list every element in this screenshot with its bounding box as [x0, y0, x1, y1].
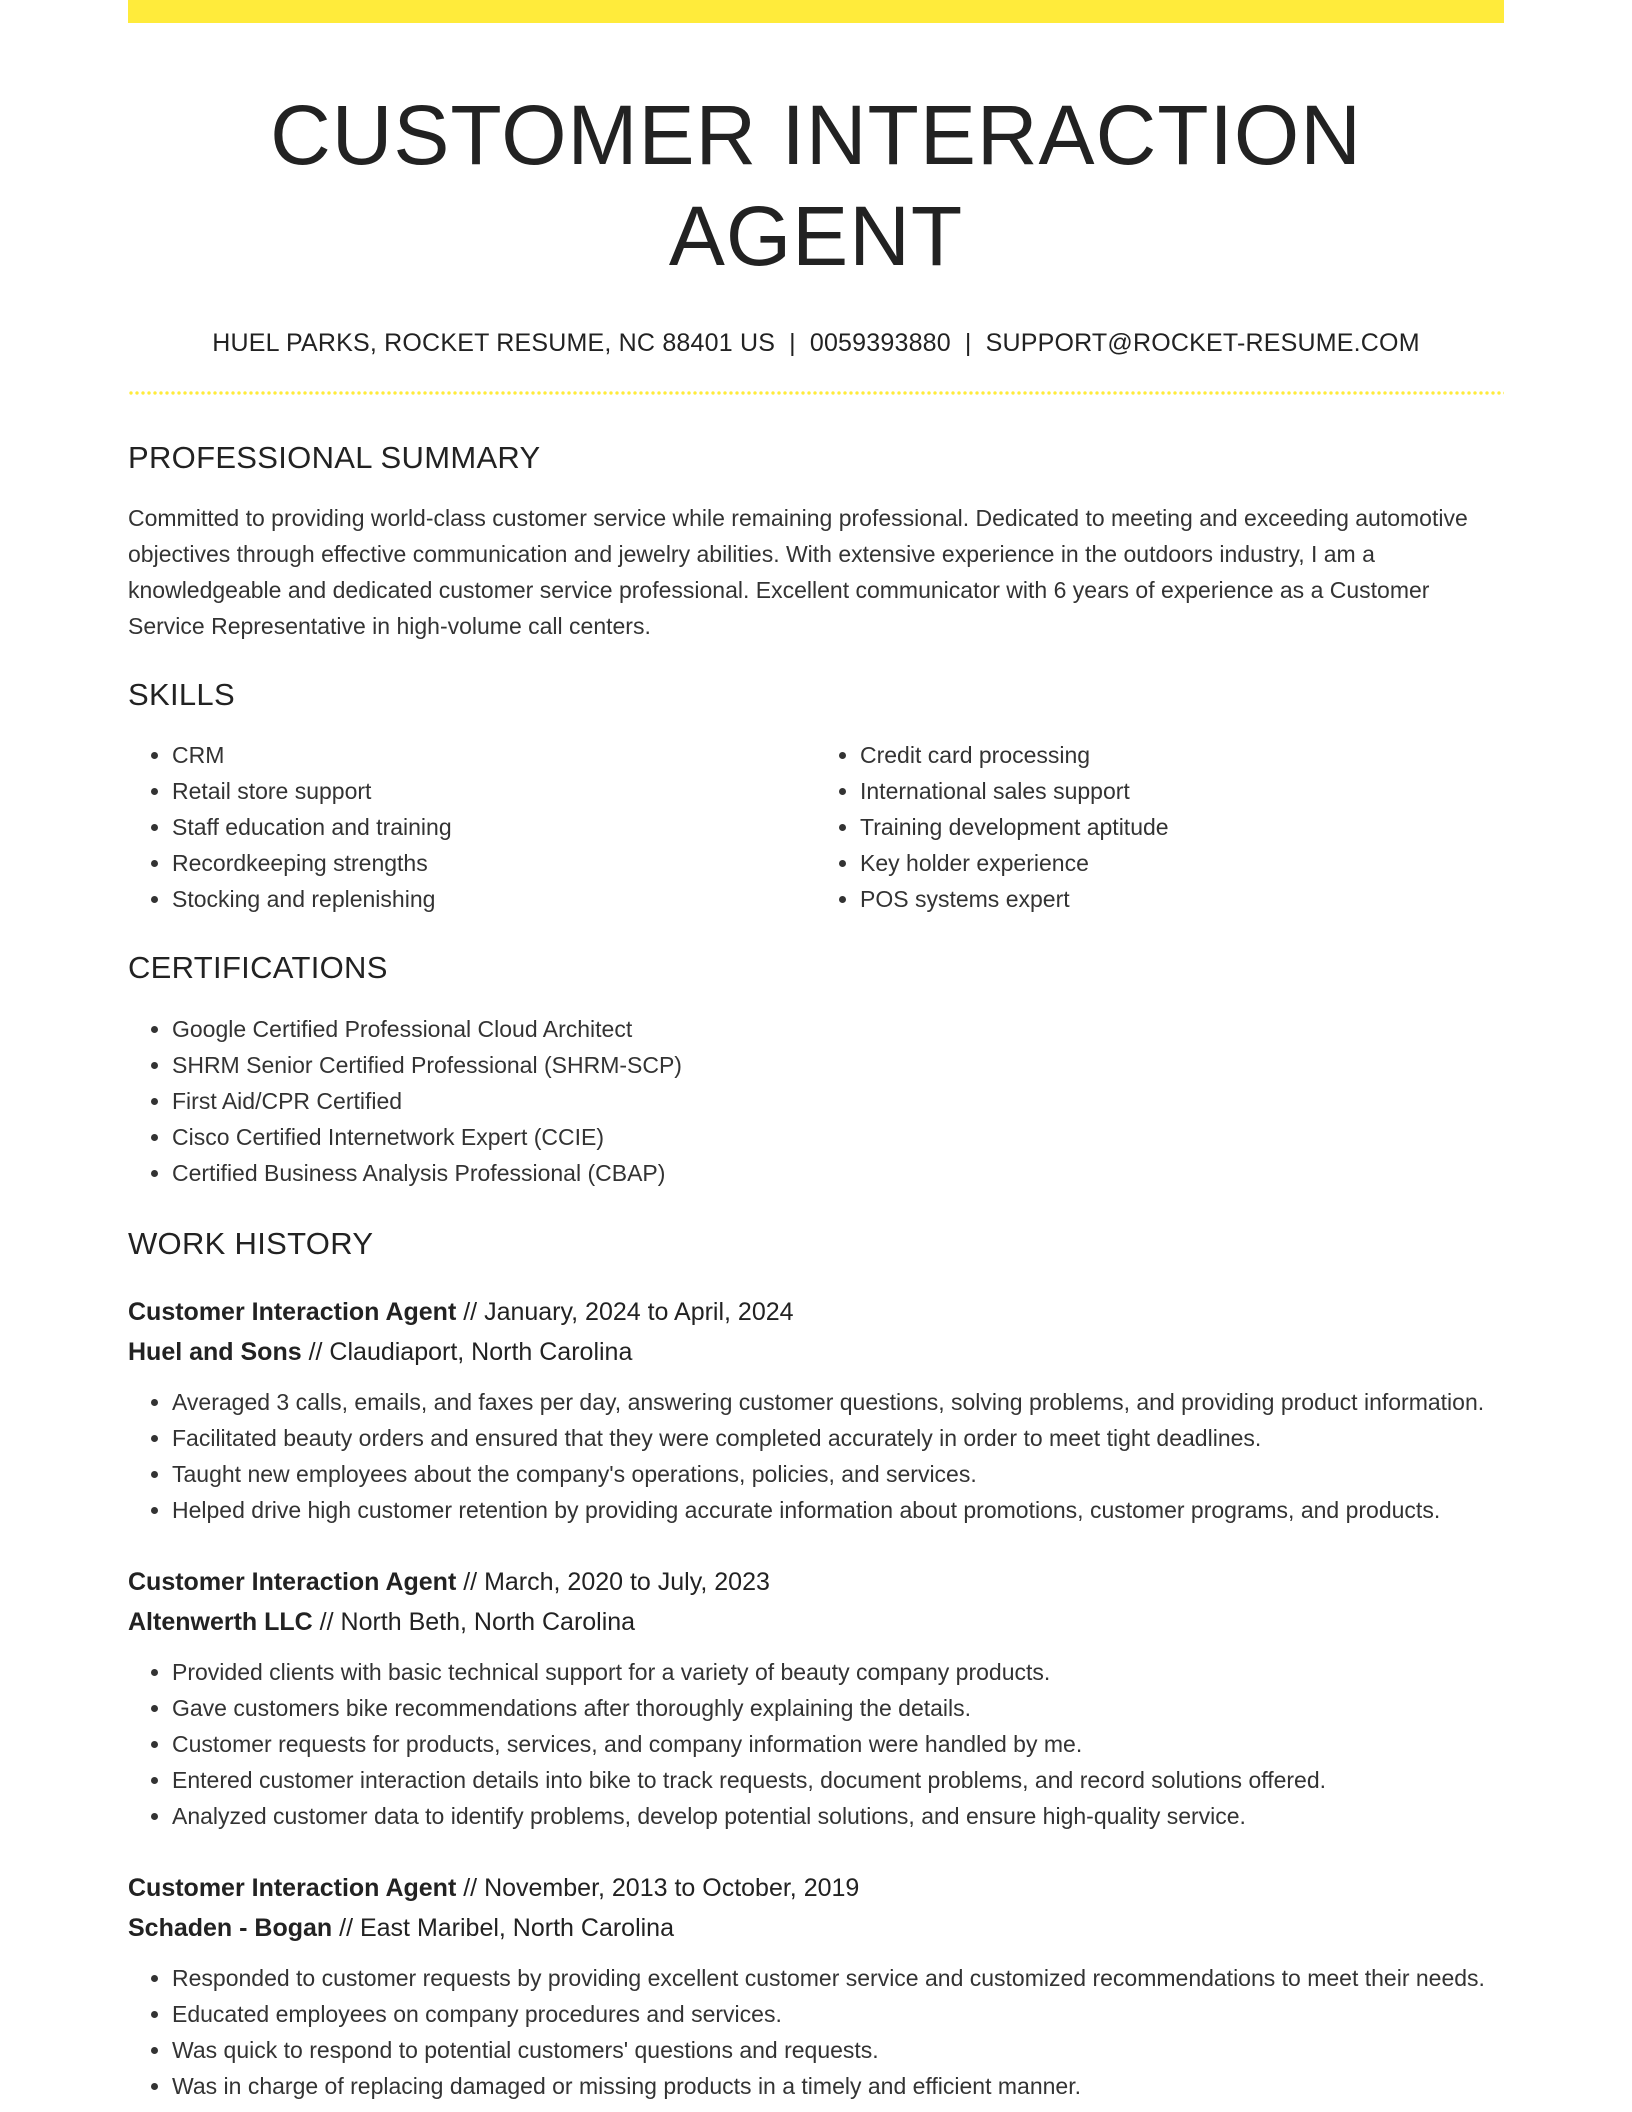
skills-right-list — [816, 737, 1504, 917]
job-company: Huel and Sons — [128, 1337, 302, 1366]
skill-item: • Training development aptitude — [860, 809, 1504, 845]
certifications-heading: CERTIFICATIONS — [128, 950, 388, 986]
job-bullet: • Gave customers bike recommendations after thoroughly explaining the details. — [172, 1690, 1504, 1726]
job-dates: // November, 2013 to October, 2019 — [463, 1873, 860, 1902]
skill-item: • CRM — [172, 737, 816, 773]
certifications-list — [128, 1011, 1504, 1191]
job-entry — [128, 1868, 1504, 2104]
certification-item: • First Aid/CPR Certified — [172, 1083, 1504, 1119]
skill-item: • Recordkeeping strengths — [172, 845, 816, 881]
job-bullet: • Taught new employees about the company's operations, policies, and services. — [172, 1456, 1504, 1492]
skill-item: • Credit card processing — [860, 737, 1504, 773]
job-entry — [128, 1562, 1504, 1834]
job-bullet: • Customer requests for products, services, and company information were handled by me. — [172, 1726, 1504, 1762]
skill-item: • International sales support — [860, 773, 1504, 809]
job-location: // East Maribel, North Carolina — [339, 1913, 674, 1942]
job-company-line — [128, 1602, 1504, 1642]
job-company: Schaden - Bogan — [128, 1913, 333, 1942]
job-bullet: • Provided clients with basic technical support for a variety of beauty company products. — [172, 1654, 1504, 1690]
job-company: Altenwerth LLC — [128, 1607, 313, 1636]
resume-content — [128, 23, 1504, 2104]
job-title-line — [128, 1562, 1504, 1602]
dotted-divider — [128, 391, 1504, 395]
job-bullet: • Analyzed customer data to identify problems, develop potential solutions, and ensure high-quality service. — [172, 1798, 1504, 1834]
contact-line — [128, 327, 1504, 360]
skills-left-list — [128, 737, 816, 917]
contact-separator: | — [789, 328, 796, 357]
skills-heading: SKILLS — [128, 677, 235, 713]
work-history-heading: WORK HISTORY — [128, 1225, 374, 1261]
skill-item: • Staff education and training — [172, 809, 816, 845]
job-location: // Claudiaport, North Carolina — [308, 1337, 633, 1366]
resume-title: CUSTOMER INTERACTION AGENT — [270, 88, 1362, 283]
job-bullets — [128, 1960, 1504, 2104]
job-location: // North Beth, North Carolina — [319, 1607, 636, 1636]
summary-heading: PROFESSIONAL SUMMARY — [128, 440, 541, 476]
job-bullet: • Was quick to respond to potential customers' questions and requests. — [172, 2032, 1504, 2068]
skill-item: • Key holder experience — [860, 845, 1504, 881]
job-bullets — [128, 1384, 1504, 1528]
summary-text: Committed to providing world-class customer service while remaining professional. Dedicated to meeting and exceeding automotive objectives through effective communication and jewelry abilities. With extensive experience in the outdoors industry, I am a knowledgeable and dedicated customer service professional. Excellent communicator with 6 years of experience as a Customer Service Representative in high-volume call centers. — [128, 505, 1468, 640]
certification-item: • Google Certified Professional Cloud Architect — [172, 1011, 1504, 1047]
job-company-line — [128, 1908, 1504, 1948]
job-entry — [128, 1292, 1504, 1528]
certification-item: • SHRM Senior Certified Professional (SHRM-SCP) — [172, 1047, 1504, 1083]
contact-separator: | — [964, 328, 972, 357]
job-bullet: • Helped drive high customer retention by providing accurate information about promotions, customer programs, and products. — [172, 1492, 1504, 1528]
job-title-line — [128, 1292, 1504, 1332]
job-bullet: • Was in charge of replacing damaged or missing products in a timely and efficient manner. — [172, 2068, 1504, 2104]
job-title: Customer Interaction Agent — [128, 1297, 457, 1326]
skill-item: • Stocking and replenishing — [172, 881, 816, 917]
job-title-line — [128, 1868, 1504, 1908]
job-bullet: • Responded to customer requests by providing excellent customer service and customized recommendations to meet their needs. — [172, 1960, 1504, 1996]
contact-email: SUPPORT@ROCKET-RESUME.COM — [985, 328, 1420, 357]
job-bullet: • Educated employees on company procedures and services. — [172, 1996, 1504, 2032]
job-bullets — [128, 1654, 1504, 1834]
certification-item: • Certified Business Analysis Professional (CBAP) — [172, 1155, 1504, 1191]
job-dates: // January, 2024 to April, 2024 — [463, 1297, 794, 1326]
job-company-line — [128, 1332, 1504, 1372]
accent-top-bar — [128, 0, 1504, 23]
job-dates: // March, 2020 to July, 2023 — [463, 1567, 770, 1596]
certification-item: • Cisco Certified Internetwork Expert (CCIE) — [172, 1119, 1504, 1155]
job-bullet: • Facilitated beauty orders and ensured that they were completed accurately in order to meet tight deadlines. — [172, 1420, 1504, 1456]
job-title: Customer Interaction Agent — [128, 1873, 457, 1902]
job-bullet: • Entered customer interaction details into bike to track requests, document problems, and record solutions offered. — [172, 1762, 1504, 1798]
contact-address: HUEL PARKS, ROCKET RESUME, NC 88401 US — [212, 328, 776, 357]
skills-columns — [128, 737, 1504, 917]
contact-phone: 0059393880 — [809, 328, 951, 357]
job-bullet: • Averaged 3 calls, emails, and faxes per day, answering customer questions, solving problems, and providing product information. — [172, 1384, 1504, 1420]
job-title: Customer Interaction Agent — [128, 1567, 457, 1596]
skill-item: • POS systems expert — [860, 881, 1504, 917]
skill-item: • Retail store support — [172, 773, 816, 809]
